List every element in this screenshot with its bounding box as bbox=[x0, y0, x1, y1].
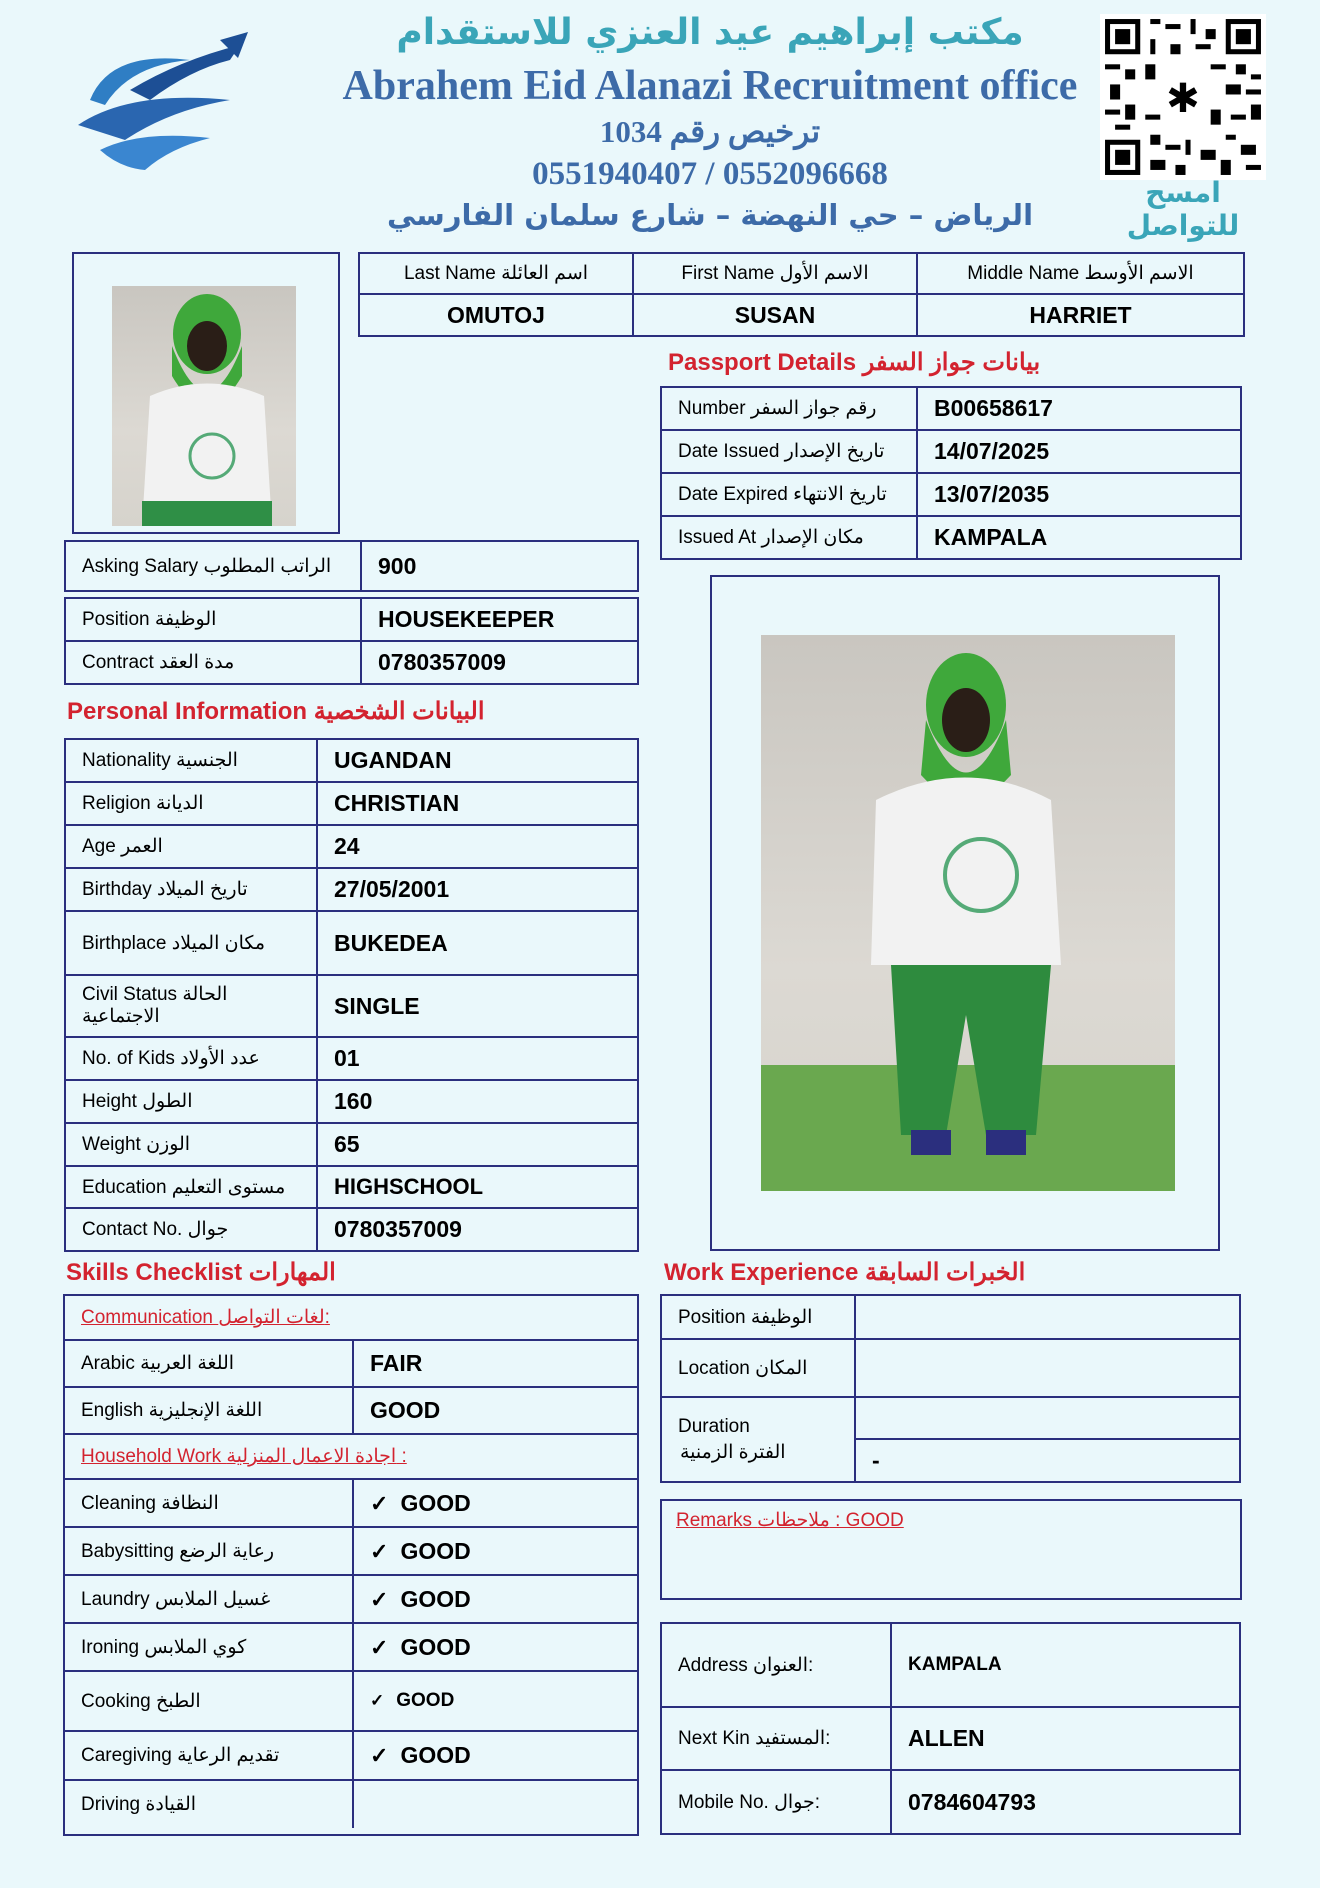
position-contract-table bbox=[64, 597, 639, 685]
weight-value: 65 bbox=[317, 1123, 638, 1166]
ironing-value: ✓ GOOD bbox=[353, 1623, 637, 1671]
license-number: ترخيص رقم 1034 bbox=[599, 114, 821, 149]
english-value: GOOD bbox=[353, 1387, 637, 1434]
contact-table bbox=[660, 1622, 1241, 1835]
qr-code-icon bbox=[1100, 14, 1266, 180]
last-name-header: Last Name اسم العائلة bbox=[359, 253, 633, 294]
birthplace-value: BUKEDEA bbox=[317, 911, 638, 975]
kids-value: 01 bbox=[317, 1037, 638, 1080]
work-location-label: Location المكان bbox=[661, 1339, 855, 1397]
position-label: Position الوظيفة bbox=[65, 598, 361, 641]
caregiving-value: ✓ GOOD bbox=[353, 1731, 637, 1780]
cleaning-value: ✓ GOOD bbox=[353, 1479, 637, 1527]
driving-value bbox=[353, 1780, 637, 1828]
person-full-photo-icon bbox=[761, 635, 1175, 1191]
personal-section-title: Personal Information البيانات الشخصية bbox=[67, 698, 485, 725]
office-phones: 0551940407 / 0552096668 bbox=[532, 156, 888, 192]
caregiving-label: Caregiving تقديم الرعاية bbox=[65, 1731, 353, 1780]
household-subtitle: Household Work اجادة الاعمال المنزلية : bbox=[81, 1446, 407, 1467]
english-title: Abrahem Eid Alanazi Recruitment office bbox=[342, 63, 1078, 109]
passport-table bbox=[660, 386, 1242, 560]
large-photo-frame bbox=[710, 575, 1220, 1251]
passport-number-label: Number رقم جواز السفر bbox=[661, 387, 917, 430]
checkmark-icon: ✓ bbox=[370, 1586, 389, 1612]
education-value: HIGHSCHOOL bbox=[317, 1166, 638, 1208]
first-name-value: SUSAN bbox=[633, 294, 917, 336]
work-section-title: Work Experience الخبرات السابقة bbox=[664, 1259, 1026, 1286]
age-value: 24 bbox=[317, 825, 638, 868]
contact-no-label: Contact No. جوال bbox=[65, 1208, 317, 1251]
age-label: Age العمر bbox=[65, 825, 317, 868]
position-value: HOUSEKEEPER bbox=[361, 598, 638, 641]
date-issued-value: 14/07/2025 bbox=[917, 430, 1241, 473]
next-kin-label: Next Kin المستفيد: bbox=[661, 1707, 891, 1770]
religion-value: CHRISTIAN bbox=[317, 782, 638, 825]
remarks-text: Remarks ملاحظات : GOOD bbox=[676, 1510, 904, 1531]
kids-label: No. of Kids عدد الأولاد bbox=[65, 1037, 317, 1080]
nationality-label: Nationality الجنسية bbox=[65, 739, 317, 782]
birthplace-label: Birthplace مكان الميلاد bbox=[65, 911, 317, 975]
driving-label: Driving القيادة bbox=[65, 1780, 353, 1828]
height-label: Height الطول bbox=[65, 1080, 317, 1123]
education-label: Education مستوى التعليم bbox=[65, 1166, 317, 1208]
arabic-title: مكتب إبراهيم عيد العنزي للاستقدام bbox=[396, 12, 1024, 53]
cooking-value: ✓ GOOD bbox=[353, 1671, 637, 1731]
asking-salary-value: 900 bbox=[361, 541, 638, 591]
date-expired-label: Date Expired تاريخ الانتهاء bbox=[661, 473, 917, 516]
small-photo-frame bbox=[72, 252, 340, 534]
babysitting-label: Babysitting رعاية الرضع bbox=[65, 1527, 353, 1575]
babysitting-value: ✓ GOOD bbox=[353, 1527, 637, 1575]
qr-code bbox=[1100, 14, 1266, 180]
address-value: KAMPALA bbox=[891, 1623, 1240, 1707]
cleaning-label: Cleaning النظافة bbox=[65, 1479, 353, 1527]
checkmark-icon: ✓ bbox=[370, 1634, 389, 1660]
work-experience-table bbox=[660, 1294, 1241, 1483]
religion-label: Religion الديانة bbox=[65, 782, 317, 825]
candidate-photo-small bbox=[112, 286, 296, 526]
nationality-value: UGANDAN bbox=[317, 739, 638, 782]
checkmark-icon: ✓ bbox=[370, 1691, 385, 1710]
globe-plane-logo-icon bbox=[70, 30, 250, 180]
address-label: Address العنوان: bbox=[661, 1623, 891, 1707]
laundry-label: Laundry غسيل الملابس bbox=[65, 1575, 353, 1623]
checkmark-icon: ✓ bbox=[370, 1538, 389, 1564]
passport-number-value: B00658617 bbox=[917, 387, 1241, 430]
english-label: English اللغة الإنجليزية bbox=[65, 1387, 353, 1434]
person-photo-icon bbox=[112, 286, 296, 526]
checkmark-icon: ✓ bbox=[370, 1743, 389, 1768]
communication-subtitle: Communication لغات التواصل: bbox=[81, 1307, 330, 1328]
last-name-value: OMUTOJ bbox=[359, 294, 633, 336]
arabic-label: Arabic اللغة العربية bbox=[65, 1340, 353, 1387]
contract-value: 0780357009 bbox=[361, 641, 638, 684]
ironing-label: Ironing كوي الملابس bbox=[65, 1623, 353, 1671]
work-position-value bbox=[855, 1295, 1240, 1339]
birthday-value: 27/05/2001 bbox=[317, 868, 638, 911]
name-table bbox=[358, 252, 1245, 337]
weight-label: Weight الوزن bbox=[65, 1123, 317, 1166]
work-duration-value: - bbox=[855, 1439, 1240, 1482]
date-expired-value: 13/07/2035 bbox=[917, 473, 1241, 516]
cooking-label: Cooking الطبخ bbox=[65, 1671, 353, 1731]
logo bbox=[70, 30, 250, 180]
work-duration-label: Duration الفترة الزمنية bbox=[661, 1397, 855, 1482]
skills-table bbox=[63, 1294, 639, 1836]
work-location-value bbox=[855, 1339, 1240, 1397]
civil-status-value: SINGLE bbox=[317, 975, 638, 1037]
issued-at-value: KAMPALA bbox=[917, 516, 1241, 559]
asking-salary-label: Asking Salary الراتب المطلوب bbox=[65, 541, 361, 591]
birthday-label: Birthday تاريخ الميلاد bbox=[65, 868, 317, 911]
asking-salary-table bbox=[64, 540, 639, 592]
contract-label: Contract مدة العقد bbox=[65, 641, 361, 684]
height-value: 160 bbox=[317, 1080, 638, 1123]
civil-status-label: Civil Status الحالة الاجتماعية bbox=[65, 975, 317, 1037]
checkmark-icon: ✓ bbox=[370, 1490, 389, 1516]
first-name-header: First Name الاسم الأول bbox=[633, 253, 917, 294]
skills-section-title: Skills Checklist المهارات bbox=[66, 1259, 336, 1286]
office-address: الرياض – حي النهضة – شارع سلمان الفارسي bbox=[386, 198, 1034, 232]
passport-section-title: Passport Details بيانات جواز السفر bbox=[668, 349, 1041, 376]
mobile-value: 0784604793 bbox=[891, 1770, 1240, 1834]
mobile-label: Mobile No. جوال: bbox=[661, 1770, 891, 1834]
personal-info-table bbox=[64, 738, 639, 1252]
remarks-box bbox=[660, 1499, 1242, 1600]
middle-name-value: HARRIET bbox=[917, 294, 1244, 336]
next-kin-value: ALLEN bbox=[891, 1707, 1240, 1770]
laundry-value: ✓ GOOD bbox=[353, 1575, 637, 1623]
candidate-photo-full bbox=[761, 635, 1175, 1191]
middle-name-header: Middle Name الاسم الأوسط bbox=[917, 253, 1244, 294]
date-issued-label: Date Issued تاريخ الإصدار bbox=[661, 430, 917, 473]
issued-at-label: Issued At مكان الإصدار bbox=[661, 516, 917, 559]
qr-caption: امسح للتواصل bbox=[1126, 176, 1240, 242]
work-position-label: Position الوظيفة bbox=[661, 1295, 855, 1339]
contact-no-value: 0780357009 bbox=[317, 1208, 638, 1251]
svg-text:✱: ✱ bbox=[1166, 76, 1200, 123]
arabic-value: FAIR bbox=[353, 1340, 637, 1387]
